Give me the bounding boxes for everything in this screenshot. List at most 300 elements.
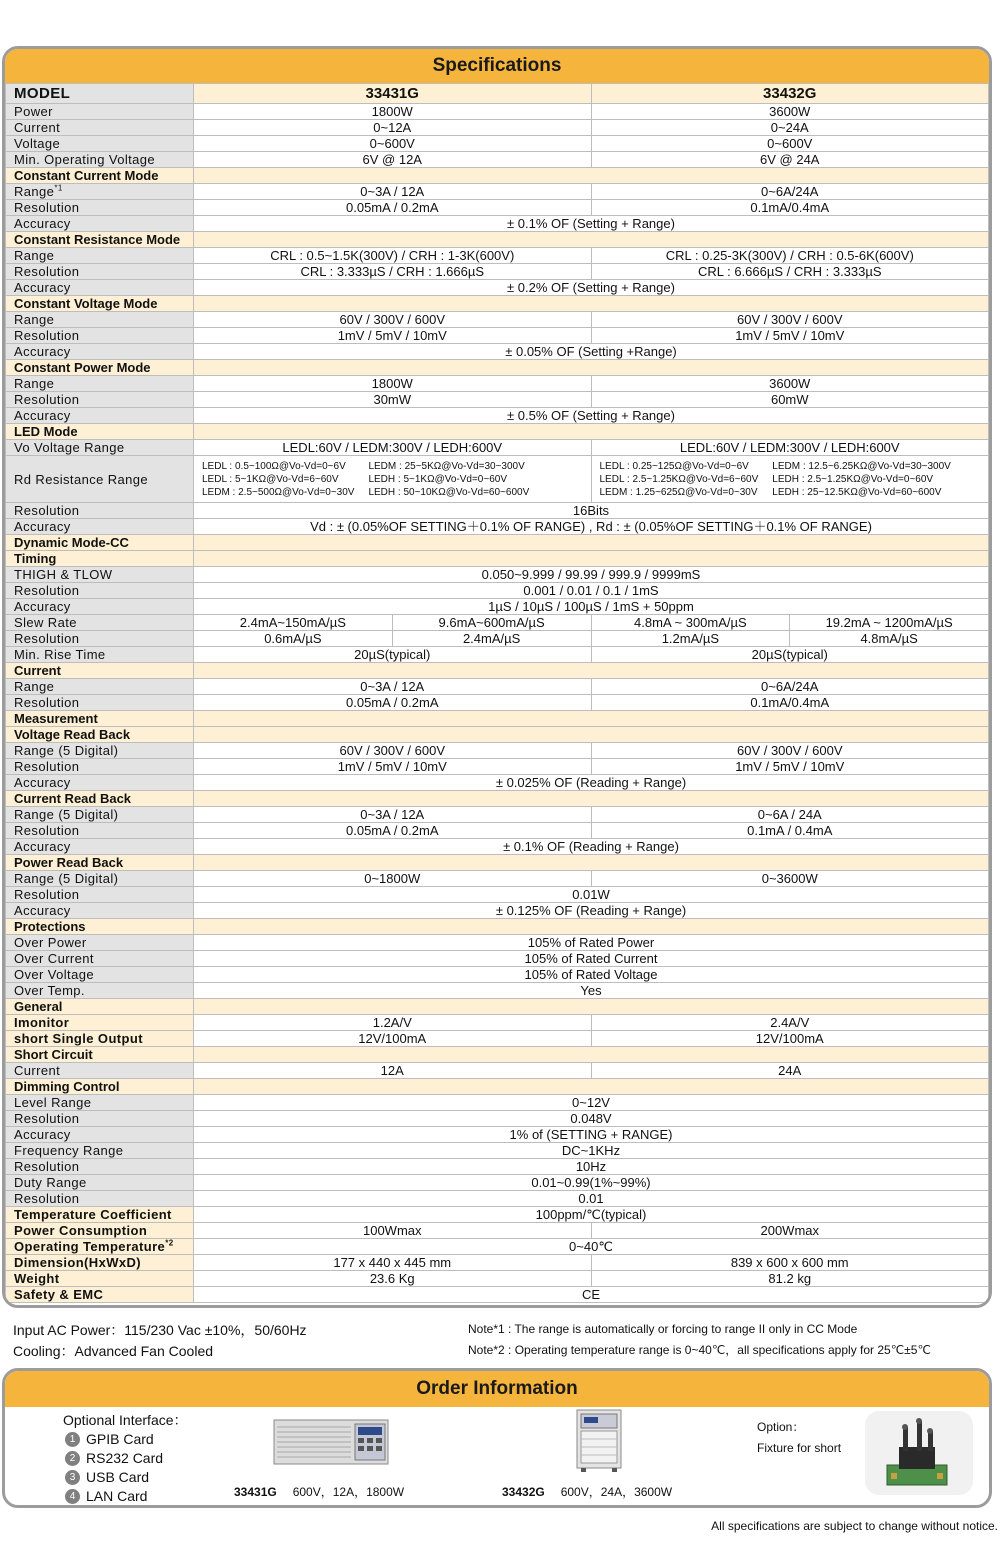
row-label-dim-res	[6, 1111, 194, 1127]
row-label-minvolt	[6, 152, 194, 168]
table-row	[6, 647, 989, 663]
table-row	[6, 344, 989, 360]
value-shared: ± 0.125% OF (Reading + Range)	[194, 903, 989, 919]
row-label-cv-range	[6, 312, 194, 328]
value-33431g: 60V / 300V / 600V	[194, 312, 592, 328]
table-row	[6, 184, 989, 200]
table-row	[6, 1223, 989, 1239]
section-header-dyn-sec: Dynamic Mode-CC	[6, 535, 194, 551]
label-text: Accuracy	[14, 1127, 71, 1142]
section-filler	[194, 535, 989, 551]
row-label-prb-range	[6, 871, 194, 887]
row-label-cr-acc	[6, 280, 194, 296]
value-33431g: 30mW	[194, 392, 592, 408]
table-row	[6, 328, 989, 344]
row-label-rise	[6, 647, 194, 663]
row-label-prb-acc	[6, 903, 194, 919]
value-shared: 105% of Rated Voltage	[194, 967, 989, 983]
label-text: Range (5 Digital)	[14, 871, 119, 886]
value-shared: 0~12V	[194, 1095, 989, 1111]
row-label-dim-level	[6, 1095, 194, 1111]
value-33431g: 0.05mA / 0.2mA	[194, 823, 592, 839]
label-text: Over Power	[14, 935, 87, 950]
rd-range-item: LEDH : 5~1KΩ@Vo-Vd=0~60V	[368, 473, 507, 485]
value-33431g: 0~1800W	[194, 871, 592, 887]
value-33431g: 1mV / 5mV / 10mV	[194, 759, 592, 775]
section-header-vrb-sec: Voltage Read Back	[6, 727, 194, 743]
value-33432g: CRL : 6.666µS / CRH : 3.333µS	[591, 264, 989, 280]
table-row	[6, 935, 989, 951]
label-text: Resolution	[14, 1159, 80, 1174]
table-row	[6, 248, 989, 264]
rd-range-item: LEDM : 25~5KΩ@Vo-Vd=30~300V	[368, 460, 525, 472]
row-label-t-acc	[6, 599, 194, 615]
list-item	[63, 1487, 188, 1506]
label-text: Current	[14, 120, 61, 135]
model-33432g-header: 33432G	[591, 84, 989, 104]
value-d: 19.2mA ~ 1200mA/µS	[790, 615, 989, 631]
row-label-led-acc	[6, 519, 194, 535]
value-shared: Vd : ± (0.05%OF SETTING＋0.1% OF RANGE) , Rd : ± (0.05%OF SETTING＋0.1% OF RANGE)	[194, 519, 989, 535]
value-33431g: 1800W	[194, 376, 592, 392]
table-row	[6, 1031, 989, 1047]
table-row	[6, 791, 989, 807]
footnote-marker: *1	[54, 183, 63, 193]
table-row	[6, 727, 989, 743]
label-text: Resolution	[14, 392, 80, 407]
table-row	[6, 807, 989, 823]
row-label-vrb-res	[6, 759, 194, 775]
label-text: Power	[14, 104, 53, 119]
section-header-cr-sec: Constant Resistance Mode	[6, 232, 194, 248]
label-text: Min. Rise Time	[14, 647, 106, 662]
table-row	[6, 456, 989, 503]
section-header-meas-sec: Measurement	[6, 711, 194, 727]
table-row	[6, 216, 989, 232]
section-filler	[194, 1047, 989, 1063]
section-header-dim-sec: Dimming Control	[6, 1079, 194, 1095]
section-header-cp-sec: Constant Power Mode	[6, 360, 194, 376]
label-text: Operating Temperature	[14, 1239, 166, 1254]
value-33431g: 177 x 440 x 445 mm	[194, 1255, 592, 1271]
table-row	[6, 999, 989, 1015]
table-row	[6, 264, 989, 280]
product-33431g-spec: 600V，12A，1800W	[292, 1485, 405, 1499]
value-shared: 1µS / 10µS / 100µS / 1mS + 50ppm	[194, 599, 989, 615]
label-text: Accuracy	[14, 344, 71, 359]
rd-range-item: LEDL : 0.5~100Ω@Vo-Vd=0~6V	[202, 460, 346, 472]
label-text: Slew Rate	[14, 615, 77, 630]
power-notes	[13, 1320, 307, 1362]
row-label-crb-res	[6, 823, 194, 839]
label-text: Range	[14, 184, 55, 199]
table-row	[6, 104, 989, 120]
value-33432g: 81.2 kg	[591, 1271, 989, 1287]
section-filler	[194, 999, 989, 1015]
value-shared: 105% of Rated Current	[194, 951, 989, 967]
specifications-panel	[2, 46, 992, 1308]
rd-range-item: LEDH : 50~10KΩ@Vo-Vd=60~600V	[368, 486, 530, 498]
label-text: Resolution	[14, 1191, 80, 1206]
label-text: Resolution	[14, 264, 80, 279]
table-row	[6, 599, 989, 615]
value-shared: 16Bits	[194, 503, 989, 519]
product-33431g	[234, 1483, 404, 1500]
row-label-cp-range	[6, 376, 194, 392]
value-33431g: 12A	[194, 1063, 592, 1079]
label-text: Resolution	[14, 328, 80, 343]
note-2: Note*2 : Operating temperature range is 0~40℃，all specifications apply for 25℃±5℃	[468, 1343, 931, 1357]
fixture-image	[865, 1411, 973, 1495]
label-text: Accuracy	[14, 599, 71, 614]
section-filler	[194, 424, 989, 440]
table-row	[6, 823, 989, 839]
row-label-thigh	[6, 567, 194, 583]
row-label-cr-res	[6, 264, 194, 280]
label-text: Power Consumption	[14, 1223, 148, 1238]
value-33432g: 6V @ 24A	[591, 152, 989, 168]
row-label-ov	[6, 967, 194, 983]
rd-range-item: LEDL : 5~1KΩ@Vo-Vd=6~60V	[202, 473, 339, 485]
value-shared: ± 0.2% OF (Setting + Range)	[194, 280, 989, 296]
table-row	[6, 440, 989, 456]
label-text: Over Temp.	[14, 983, 85, 998]
table-row	[6, 136, 989, 152]
table-row	[6, 424, 989, 440]
label-text: Over Voltage	[14, 967, 94, 982]
product-33432g-model: 33432G	[502, 1485, 545, 1499]
label-text: Range (5 Digital)	[14, 807, 119, 822]
option-fixture: Fixture for short	[757, 1441, 842, 1455]
row-label-sso	[6, 1031, 194, 1047]
label-text: Temperature Coefficient	[14, 1207, 172, 1222]
table-row	[6, 360, 989, 376]
value-shared: CE	[194, 1287, 989, 1303]
table-row	[6, 855, 989, 871]
value-shared: 0.050~9.999 / 99.99 / 999.9 / 9999mS	[194, 567, 989, 583]
value-33432g: 3600W	[591, 104, 989, 120]
table-row	[6, 1111, 989, 1127]
table-row	[6, 152, 989, 168]
model-33431g-header: 33431G	[194, 84, 592, 104]
value-shared: 0~40℃	[194, 1239, 989, 1255]
specifications-title: Specifications	[5, 49, 989, 83]
table-row	[6, 711, 989, 727]
interface-label: RS232 Card	[86, 1450, 164, 1466]
table-row	[6, 232, 989, 248]
product-33432g-image	[575, 1409, 623, 1473]
value-33431g: 0~3A / 12A	[194, 184, 592, 200]
label-text: Resolution	[14, 583, 80, 598]
value-a: 2.4mA~150mA/µS	[194, 615, 393, 631]
row-label-cr-range	[6, 248, 194, 264]
value-33432g: 0~6A/24A	[591, 184, 989, 200]
product-33431g-model: 33431G	[234, 1485, 277, 1499]
label-text: Level Range	[14, 1095, 92, 1110]
row-label-led-rd	[6, 456, 194, 503]
section-filler	[194, 296, 989, 312]
table-row	[6, 296, 989, 312]
list-item	[63, 1468, 188, 1487]
label-text: Over Current	[14, 951, 94, 966]
table-row	[6, 839, 989, 855]
table-row	[6, 743, 989, 759]
table-row	[6, 775, 989, 791]
value-33432g: 0~24A	[591, 120, 989, 136]
label-text: Range	[14, 248, 55, 263]
row-label-dcur-res	[6, 695, 194, 711]
interface-label: GPIB Card	[86, 1431, 154, 1447]
value-33432g: 12V/100mA	[591, 1031, 989, 1047]
value-33431g: 12V/100mA	[194, 1031, 592, 1047]
table-row	[6, 903, 989, 919]
value-33432g: 0~6A/24A	[591, 679, 989, 695]
row-label-cp-acc	[6, 408, 194, 424]
value-shared: ± 0.1% OF (Reading + Range)	[194, 839, 989, 855]
row-label-cv-res	[6, 328, 194, 344]
value-33431g: 20µS(typical)	[194, 647, 592, 663]
rd-range-item: LEDM : 12.5~6.25KΩ@Vo-Vd=30~300V	[772, 460, 951, 472]
value-shared: 100ppm/℃(typical)	[194, 1207, 989, 1223]
row-label-voltage	[6, 136, 194, 152]
row-label-pcons	[6, 1223, 194, 1239]
table-row	[6, 503, 989, 519]
table-row	[6, 887, 989, 903]
model-header: MODEL	[6, 84, 194, 104]
section-filler	[194, 727, 989, 743]
section-filler	[194, 711, 989, 727]
value-33432g: 0~3600W	[591, 871, 989, 887]
value-d: 4.8mA/µS	[790, 631, 989, 647]
label-text: Resolution	[14, 631, 80, 646]
optional-interface-list	[63, 1411, 188, 1506]
option-block	[757, 1417, 841, 1459]
option-title: Option：	[757, 1420, 805, 1434]
table-row	[6, 168, 989, 184]
table-row	[6, 120, 989, 136]
value-33432g: 20µS(typical)	[591, 647, 989, 663]
label-text: Resolution	[14, 200, 80, 215]
value-shared: ± 0.5% OF (Setting + Range)	[194, 408, 989, 424]
row-label-t-res	[6, 583, 194, 599]
value-33431g: 60V / 300V / 600V	[194, 743, 592, 759]
table-row	[6, 280, 989, 296]
section-header-led-sec: LED Mode	[6, 424, 194, 440]
section-filler	[194, 168, 989, 184]
section-filler	[194, 232, 989, 248]
value-33431g: 23.6 Kg	[194, 1271, 592, 1287]
table-row	[6, 1191, 989, 1207]
note-1: Note*1 : The range is automatically or forcing to range II only in CC Mode	[468, 1322, 858, 1336]
value-c: 4.8mA ~ 300mA/µS	[591, 615, 790, 631]
value-33431g: 0~3A / 12A	[194, 679, 592, 695]
value-shared: 10Hz	[194, 1159, 989, 1175]
table-row	[6, 376, 989, 392]
label-text: Resolution	[14, 887, 80, 902]
row-label-crb-acc	[6, 839, 194, 855]
optional-interface-title: Optional Interface：	[63, 1412, 188, 1428]
label-text: Resolution	[14, 695, 80, 710]
table-row	[6, 1079, 989, 1095]
order-information-title: Order Information	[5, 1371, 989, 1407]
section-header-gen-sec: General	[6, 999, 194, 1015]
label-text: Current	[14, 1063, 61, 1078]
footer-disclaimer: All specifications are subject to change without notice.	[711, 1519, 998, 1533]
value-33432g: LEDL:60V / LEDM:300V / LEDH:600V	[591, 440, 989, 456]
label-text: short Single Output	[14, 1031, 143, 1046]
table-row	[6, 1127, 989, 1143]
value-33432g: 60V / 300V / 600V	[591, 743, 989, 759]
value-shared: 0.048V	[194, 1111, 989, 1127]
product-33431g-image	[273, 1419, 389, 1465]
table-row	[6, 871, 989, 887]
rd-range-item: LEDL : 2.5~1.25KΩ@Vo-Vd=6~60V	[599, 473, 759, 485]
value-shared: Yes	[194, 983, 989, 999]
label-text: THIGH & TLOW	[14, 567, 113, 582]
number-badge-icon: 2	[65, 1451, 80, 1466]
table-row	[6, 1207, 989, 1223]
label-text: Range	[14, 376, 55, 391]
list-item	[63, 1449, 188, 1468]
value-shared: 0.01~0.99(1%~99%)	[194, 1175, 989, 1191]
value-33432g: CRL : 0.25-3K(300V) / CRH : 0.5-6K(600V)	[591, 248, 989, 264]
input-ac-power: Input AC Power：115/230 Vac ±10%，50/60Hz	[13, 1322, 307, 1338]
label-text: Accuracy	[14, 519, 71, 534]
value-33431g: LEDL:60V / LEDM:300V / LEDH:600V	[194, 440, 592, 456]
value-33432g: 0.1mA/0.4mA	[591, 695, 989, 711]
value-shared: DC~1KHz	[194, 1143, 989, 1159]
value-shared: 0.01W	[194, 887, 989, 903]
row-label-slew-res	[6, 631, 194, 647]
table-row	[6, 200, 989, 216]
rd-range-item: LEDL : 0.25~125Ω@Vo-Vd=0~6V	[599, 460, 749, 472]
table-row	[6, 1095, 989, 1111]
section-header-sc-sec: Short Circuit	[6, 1047, 194, 1063]
rd-range-grid	[202, 460, 583, 499]
section-filler	[194, 855, 989, 871]
value-shared: 1% of (SETTING + RANGE)	[194, 1127, 989, 1143]
section-filler	[194, 663, 989, 679]
row-label-weight	[6, 1271, 194, 1287]
list-item	[63, 1430, 188, 1449]
value-33432g: 0~6A / 24A	[591, 807, 989, 823]
value-b: 2.4mA/µS	[392, 631, 591, 647]
footnotes	[468, 1319, 931, 1361]
table-row	[6, 1063, 989, 1079]
row-label-sc-cur	[6, 1063, 194, 1079]
label-text: Accuracy	[14, 280, 71, 295]
row-label-dim-dres	[6, 1191, 194, 1207]
value-33432g: 60V / 300V / 600V	[591, 312, 989, 328]
table-row	[6, 615, 989, 631]
value-33432g: 24A	[591, 1063, 989, 1079]
row-label-led-res	[6, 503, 194, 519]
value-33432g: 1mV / 5mV / 10mV	[591, 328, 989, 344]
table-row	[6, 759, 989, 775]
rd-range-item: LEDM : 1.25~625Ω@Vo-Vd=0~30V	[599, 486, 758, 498]
value-33431g: 0~3A / 12A	[194, 807, 592, 823]
value-shared: ± 0.05% OF (Setting +Range)	[194, 344, 989, 360]
row-label-op	[6, 935, 194, 951]
table-row	[6, 583, 989, 599]
value-33431g: 1.2A/V	[194, 1015, 592, 1031]
order-information-panel	[2, 1368, 992, 1508]
table-row	[6, 983, 989, 999]
section-filler	[194, 551, 989, 567]
row-label-led-vo	[6, 440, 194, 456]
row-label-dim-duty	[6, 1175, 194, 1191]
row-label-dim	[6, 1255, 194, 1271]
fixture-image-frame	[865, 1411, 973, 1495]
label-text: Accuracy	[14, 408, 71, 423]
value-33431g: 0~12A	[194, 120, 592, 136]
section-header-cv-sec: Constant Voltage Mode	[6, 296, 194, 312]
row-label-optemp	[6, 1239, 194, 1255]
row-label-current	[6, 120, 194, 136]
value-33432g: 60mW	[591, 392, 989, 408]
section-filler	[194, 791, 989, 807]
value-33432g	[591, 456, 989, 503]
value-33431g	[194, 456, 592, 503]
label-text: Frequency Range	[14, 1143, 124, 1158]
table-row	[6, 1047, 989, 1063]
specifications-table	[5, 83, 989, 1303]
section-header-prb-sec: Power Read Back	[6, 855, 194, 871]
value-33431g: 0.05mA / 0.2mA	[194, 695, 592, 711]
cooling: Cooling：Advanced Fan Cooled	[13, 1343, 214, 1359]
label-text: Duty Range	[14, 1175, 87, 1190]
table-row	[6, 679, 989, 695]
footnote-marker: *2	[165, 1238, 174, 1248]
value-33431g: 1800W	[194, 104, 592, 120]
row-label-cc-res	[6, 200, 194, 216]
value-33432g: 839 x 600 x 600 mm	[591, 1255, 989, 1271]
table-row	[6, 1271, 989, 1287]
section-header-cc-sec: Constant Current Mode	[6, 168, 194, 184]
table-row	[6, 519, 989, 535]
rd-range-item: LEDH : 2.5~1.25KΩ@Vo-Vd=0~60V	[772, 473, 934, 485]
row-label-cc-range	[6, 184, 194, 200]
section-header-prot-sec: Protections	[6, 919, 194, 935]
section-header-dcur-sec: Current	[6, 663, 194, 679]
row-label-prb-res	[6, 887, 194, 903]
table-row	[6, 967, 989, 983]
product-33432g	[502, 1483, 672, 1500]
number-badge-icon: 3	[65, 1470, 80, 1485]
table-row	[6, 1239, 989, 1255]
row-label-ot	[6, 983, 194, 999]
section-filler	[194, 1079, 989, 1095]
rd-range-grid	[600, 460, 981, 499]
row-label-vrb-acc	[6, 775, 194, 791]
table-row	[6, 919, 989, 935]
value-a: 0.6mA/µS	[194, 631, 393, 647]
table-row	[6, 1287, 989, 1303]
table-row	[6, 1143, 989, 1159]
value-b: 9.6mA~600mA/µS	[392, 615, 591, 631]
interface-label: USB Card	[86, 1469, 150, 1485]
value-33431g: 6V @ 12A	[194, 152, 592, 168]
value-33431g: 1mV / 5mV / 10mV	[194, 328, 592, 344]
table-row	[6, 535, 989, 551]
value-33432g: 200Wmax	[591, 1223, 989, 1239]
row-label-dcur-range	[6, 679, 194, 695]
table-row	[6, 551, 989, 567]
row-label-dim-freq	[6, 1143, 194, 1159]
value-33431g: 0~600V	[194, 136, 592, 152]
label-text: Dimension(HxWxD)	[14, 1255, 142, 1270]
label-text: Rd Resistance Range	[14, 471, 149, 487]
